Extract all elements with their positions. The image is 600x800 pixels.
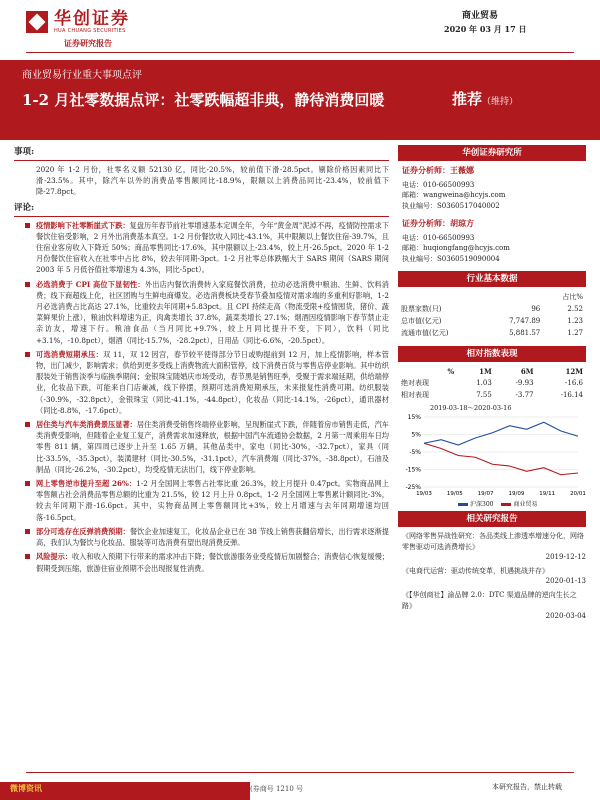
analyst-cert: 执业编号：S0360517040002 xyxy=(402,201,500,210)
y-tick-label: -5% xyxy=(409,449,421,456)
table-cell: % xyxy=(447,367,455,376)
footer-right-text: 本研究报告，禁止转载 xyxy=(492,783,562,791)
comment-paragraph xyxy=(36,551,389,573)
series-line xyxy=(424,443,578,475)
paragraph-body: 收入和收入预期下行带来的需求冲击下降；餐饮旅游服务业受疫情后加剧整合；消费信心恢复缓慢；假期受到压缩，旅游住宿业预期不会出现报复性消费。 xyxy=(36,552,389,573)
paragraph-lead: 网上零售逆市提升至超 26%： xyxy=(36,479,137,489)
paragraph-body: 复盘历年春节前社零增速基本定调全年，今年“黄金周”泥淖不再，疫情防控需求下餐饮住宿受影响，2 月外出消费基本真空。1-2 月份餐饮收入同比-43.1%，其中限额以上餐饮住宿-39.7%，且住宿业客房收入下降近 50%；商品零售同比-17.6%，其中限额以上-23.4%，较上月-26.5pct。2020 年 1-2 月份餐饮住宿收入在社零中占比 8%，较去年同期-3pct。1-2 月社零总体跌幅大于 SARS 期间（SARS 期间 2003 年 5 月低谷值社零增速为 4.3%，同比-5pct）。 xyxy=(36,220,389,275)
analyst-cert: 执业编号：S0360519090004 xyxy=(402,254,500,263)
report-title: 1-2 月社零数据点评：社零跌幅超非典，静待消费回暖 xyxy=(22,91,385,109)
logo-english: HUA CHUANG SECURITIES xyxy=(54,28,126,34)
industry-data-table xyxy=(398,291,586,339)
paragraph-lead: 部分可选存在反弹消费预期： xyxy=(36,526,130,536)
comment-paragraph xyxy=(36,419,389,475)
x-tick-label: 19/03 xyxy=(416,491,432,497)
comment-rule xyxy=(14,216,389,217)
related-report-link[interactable]: 《【华创商社】渝品牌 2.0：DTC 渠道品牌的逆向生长之路》 xyxy=(402,590,577,610)
table-cell: 流通市值(亿元) xyxy=(401,329,449,337)
table-cell: -16.14 xyxy=(560,391,583,399)
table-cell: 占比% xyxy=(562,293,583,301)
report-date: 2020 年 03 月 17 日 xyxy=(444,24,527,34)
bullet-square-icon xyxy=(25,481,30,486)
header-divider xyxy=(26,52,574,53)
y-tick-label: 15% xyxy=(407,414,421,421)
institute-bar: 华创证券研究所 xyxy=(398,145,586,161)
analyst-email[interactable]: 邮箱：wangweina@hcyjs.com xyxy=(402,191,506,199)
x-tick-label: 19/05 xyxy=(446,491,463,497)
table-cell: -9.93 xyxy=(515,379,534,387)
footer-divider xyxy=(26,772,574,773)
x-tick-label: 19/09 xyxy=(508,491,525,497)
paragraph-lead: 居住类与汽车类消费景压显著： xyxy=(36,420,137,430)
table-row xyxy=(398,303,586,315)
table-cell xyxy=(398,291,484,303)
table-row xyxy=(398,377,586,389)
series-line xyxy=(424,422,578,445)
analyst-email[interactable]: 邮箱：huqiongfang@hcyjs.com xyxy=(402,244,510,252)
table-cell: 相对表现 xyxy=(401,391,429,399)
table-cell: -3.77 xyxy=(515,391,534,399)
table-cell: 7,747.89 xyxy=(509,317,541,325)
performance-header-row xyxy=(398,366,586,377)
legend-swatch xyxy=(458,503,468,506)
table-cell: 12M xyxy=(565,367,583,376)
y-tick-label: -15% xyxy=(405,466,421,474)
bullet-square-icon xyxy=(25,554,30,559)
table-cell: 6M xyxy=(520,367,534,376)
related-report-link[interactable]: 《电商代运营：驱动传统变革，机遇挑战并存》 xyxy=(402,566,549,575)
rating-value: 推荐 xyxy=(452,90,483,108)
chart-svg xyxy=(398,403,586,499)
table-cell: 1.27 xyxy=(567,329,583,337)
comment-paragraph xyxy=(36,279,389,346)
analyst-card xyxy=(398,165,586,218)
table-cell: 2.52 xyxy=(567,305,583,313)
table-row xyxy=(398,315,586,327)
footer xyxy=(0,772,600,800)
legend-label: 商业贸易 xyxy=(513,501,538,508)
table-row xyxy=(398,389,586,401)
industry-data-bar: 行业基本数据 xyxy=(398,271,586,287)
industry-header-row xyxy=(398,291,586,303)
report-subhead: 商业贸易行业重大事项点评 xyxy=(22,70,142,81)
table-cell: 1M xyxy=(479,367,492,376)
comment-paragraph xyxy=(36,478,389,523)
paragraph-lead: 必选消费于 CPI 高位下显韧性： xyxy=(36,279,145,289)
rating xyxy=(452,88,518,109)
comment-label: 评论: xyxy=(14,202,35,213)
table-cell: 总市值(亿元) xyxy=(401,317,442,325)
comment-paragraph xyxy=(36,220,389,276)
bullet-square-icon xyxy=(25,352,30,357)
bullet-square-icon xyxy=(25,223,30,228)
performance-table xyxy=(398,366,586,401)
bullet-square-icon xyxy=(25,422,30,427)
events-rule xyxy=(14,160,389,161)
x-tick-label: 19/07 xyxy=(477,491,494,497)
logo-mark-icon xyxy=(26,11,48,33)
paragraph-lead: 风险提示： xyxy=(36,552,73,562)
related-report-date: 2019-12-12 xyxy=(545,553,586,562)
events-label: 事项: xyxy=(14,147,35,157)
legend-item xyxy=(501,499,537,508)
paragraph-body: 1-2 月全国网上零售占社零比重 26.3%，较上月提升 0.47pct。实物商品网上零售额占社会消费品零售总额的比重为 21.5%，较 12 月上升 0.8pct。1-2 月全国网上零售累计额同比-3%，较去年同期下滑-16.6pct。其中，实物商品网上零售额同比+3%，较上月增速与去年同期增速均回落-16.5pct。 xyxy=(36,479,389,522)
paragraph-lead: 可选消费短期承压： xyxy=(36,349,104,359)
analyst-card xyxy=(398,218,586,271)
report-type-tag: 证券研究报告 xyxy=(64,38,112,48)
table-cell: 5,881.57 xyxy=(509,329,541,337)
table-cell: -16.6 xyxy=(565,379,583,387)
paragraph-body: 外出店内餐饮消费转入家庭餐饮消费，拉动必选消费中粮油、生鲜、饮料消费；线下商超线上化，社区团购与生鲜电商爆发。必选消费板块受春节叠加疫情对需求端的多重利好影响，1-2 月必选消费占比高达 27.1%，比重较去年同期+5.83pct。且 CPI 持续走高（物流受限+疫情囤货，猪价、蔬菜鲜果价上涨），粮油饮料增速为正，肉禽类增长 37.8%，蔬菜类增长 27.1%；烟酒因疫情影响下春节禁止走亲访友，增速下行。粮油食品（当月同比+9.7%，较上月同比提升不变，下同），饮料（同比+3.1%，-10.8pct），烟酒（同比-15.7%，-28.2pct），日用品（同比-6.6%，-20.5pct）。 xyxy=(36,279,389,345)
legend-label: 沪深300 xyxy=(470,501,494,508)
analyst-phone: 电话：010-66500993 xyxy=(402,180,475,189)
sector-label: 商业贸易 xyxy=(462,11,499,21)
legend-item xyxy=(458,499,493,508)
company-logo xyxy=(26,4,176,40)
related-report-date: 2020-03-04 xyxy=(545,612,586,621)
main-column xyxy=(14,145,389,577)
table-cell: 1.03 xyxy=(476,379,492,387)
related-report-date: 2020-01-13 xyxy=(545,577,586,586)
chart-legend xyxy=(458,499,537,508)
footer-left-text: 微博资讯 xyxy=(10,783,42,793)
y-tick-label: -25% xyxy=(405,484,421,491)
paragraph-lead: 疫情影响下社零断崖式下跌： xyxy=(36,220,130,230)
table-cell: 股票家数(只) xyxy=(401,305,442,313)
rating-note: （维持） xyxy=(482,97,519,107)
legend-swatch xyxy=(501,503,511,506)
table-cell: 绝对表现 xyxy=(401,379,429,387)
related-reports-bar: 相关研究报告 xyxy=(398,511,586,527)
table-cell: 1.23 xyxy=(567,317,583,325)
bullet-square-icon xyxy=(25,282,30,287)
sidebar xyxy=(398,145,586,625)
logo-chinese: 华创证券 xyxy=(54,9,130,29)
table-row xyxy=(398,327,586,339)
analyst-phone: 电话：010-66500993 xyxy=(402,233,475,242)
performance-bar: 相对指数表现 xyxy=(398,346,586,362)
analyst-title: 证券分析师：王薇娜 xyxy=(402,165,474,175)
paragraph-body: 双 11，双 12 因宫，春节较平使得部分节日或购提前到 12 月，加上疫情影响，样本管物，出门减少，影响需求；供给到更多受线上消费物流大面积管停，线下消费百货与零售店停业影响。其中纺织服装处于销售淡季与临换季期间；金银珠宝随婚庆市场受动，春节黑是销售旺季，受聚于需求端延期，供给端停业，化妆品下跌，可能来自门店兼减，线下停摆，预期可选消费短期承压，未来报复性消费可期。纺织服装（-30.9%，-32.8pct），金银珠宝（同比-41.1%，-44.8pct），化妆品（同比-14.1%，-26pct），通讯器材（同比-8.8%，-17.6pct）。 xyxy=(36,349,389,415)
related-report-link[interactable]: 《网络零售异战性研究：各品类线上渗透率增速分化，网络零售驱动可选消费增长》 xyxy=(402,532,584,551)
analyst-title: 证券分析师：胡琼方 xyxy=(402,218,474,228)
comment-paragraph xyxy=(36,349,389,416)
bullet-square-icon xyxy=(25,529,30,534)
paragraph-body: 居住类消费受销售终端停业影响，呈现断崖式下跌，伴随着房市销售走低，汽车类消费受影响，但随着企业复工复产，消费需求加速释放，根据中国汽车流通协会数据，2 月第一周乘用车日均零售 811 辆，第四周已逐步上升至 1.65 万辆，其他品类中，家电（同比-30%，-32.7pct），家具（同比-33.5%，-35.3pct），装潢建材（同比-30.5%，-31.1pct），汽车消费端（同比-37%，-38.8pct），石油及制品（同比-26.2%，-30.2pct），均受疫情无法出门，线下停业影响。 xyxy=(36,420,389,474)
table-cell xyxy=(484,291,544,303)
y-tick-label: 5% xyxy=(411,431,421,439)
paragraph-body: 餐饮企业加速复工，化妆品企业已在 38 节线上销售获翻倍增长，出行需求逐渐提高，我们认为餐饮与化妆品、服装等可选消费有望出现消费反弹。 xyxy=(36,526,389,548)
comment-paragraph xyxy=(36,526,389,548)
chart-date-range: 2019-03-18～2020-03-16 xyxy=(430,404,512,412)
table-cell: 96 xyxy=(531,305,541,313)
footer-mid-text: (券商号 1210 号 xyxy=(250,785,303,793)
table-cell: 7.55 xyxy=(476,391,492,399)
x-tick-label: 20/01 xyxy=(570,491,586,497)
events-text: 2020 年 1-2 月份，社零名义额 52130 亿，同比-20.5%，较前值下滑-28.5pct。剔除价格因素同比下滑-23.5%。其中，除汽车以外的消费品零售额同比-18.9%，限额以上消费品同比-23.4%，较前值下降-27.8pct。 xyxy=(36,165,389,197)
x-tick-label: 19/11 xyxy=(539,491,556,497)
index-chart xyxy=(398,403,586,511)
